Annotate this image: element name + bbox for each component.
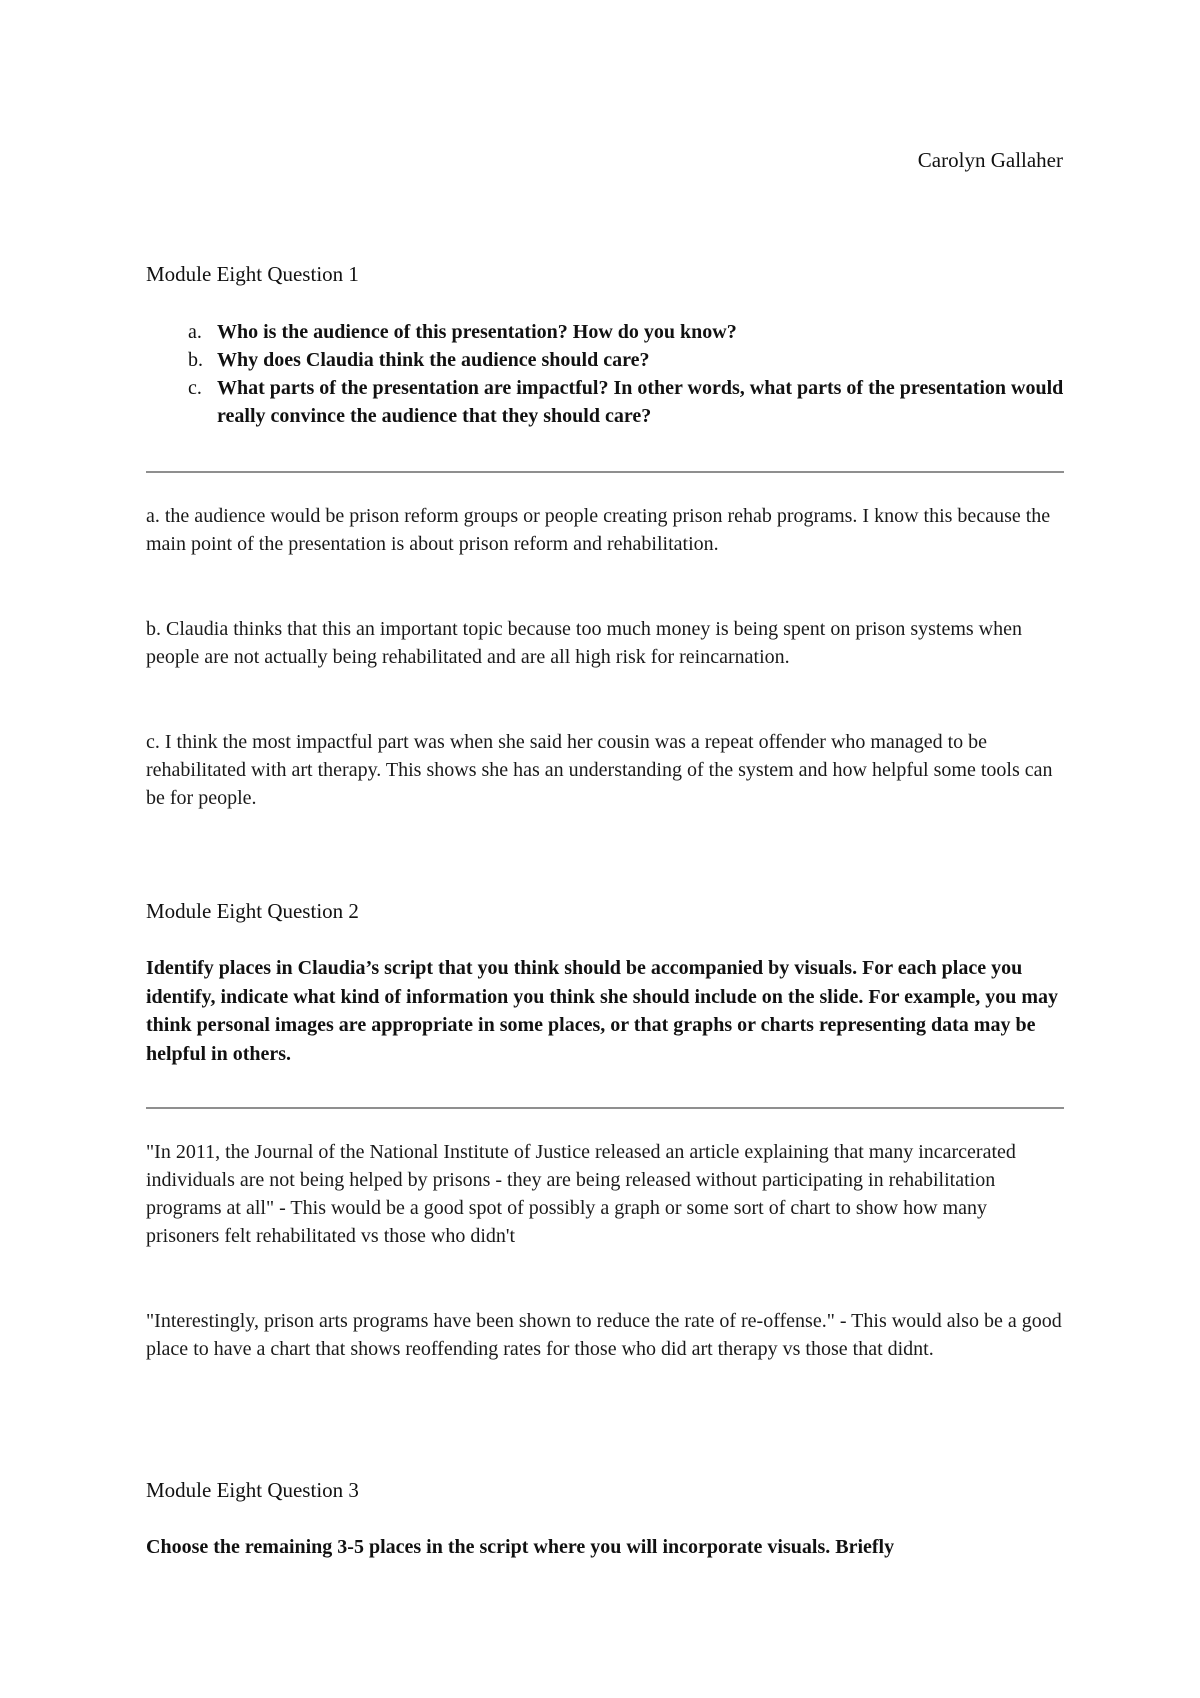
- q2-prompt: Identify places in Claudia’s script that you think should be accompanied by visuals. For each place you identify, indicate what kind of information you think she should include on the slide. For example, you may think personal images are appropriate in some places, or that graphs or charts representing data may be helpful in others.: [146, 957, 1058, 1065]
- list-marker: a.: [188, 321, 202, 343]
- q1-question-item: [146, 318, 1064, 346]
- question-text: Who is the audience of this presentation? How do you know?: [217, 321, 737, 343]
- q2-answer-1: "In 2011, the Journal of the National Institute of Justice released an article explaining that many incarcerated individuals are not being helped by prisons - they are being released without participating in rehabilitation programs at all" - This would be a good spot of possibly a graph or some sort of chart to show how many prisoners felt rehabilitated vs those who didn't: [146, 1141, 1016, 1247]
- q1-answer-a: a. the audience would be prison reform groups or people creating prison rehab programs. I know this because the main point of the presentation is about prison reform and rehabilitation.: [146, 505, 1051, 555]
- q3-heading: Module Eight Question 3: [146, 1478, 359, 1502]
- question-text: Why does Claudia think the audience should care?: [217, 349, 650, 371]
- q1-heading: Module Eight Question 1: [146, 262, 359, 286]
- q2-heading: Module Eight Question 2: [146, 899, 359, 923]
- q1-answer-c: c. I think the most impactful part was when she said her cousin was a repeat offender who managed to be rehabilitated with art therapy. This shows she has an understanding of the system and how helpful some tools can be for people.: [146, 731, 1053, 809]
- divider: [146, 471, 1064, 473]
- q1-question-list: [146, 318, 1064, 430]
- q3-prompt: Choose the remaining 3-5 places in the script where you will incorporate visuals. Briefly: [146, 1536, 895, 1558]
- list-marker: c.: [188, 377, 202, 399]
- q1-answer-b: b. Claudia thinks that this an important topic because too much money is being spent on prison systems when people are not actually being rehabilitated and are all high risk for reincarnation.: [146, 618, 1022, 668]
- q1-question-item: [146, 346, 1064, 374]
- q1-question-item: [146, 374, 1064, 430]
- author-name: Carolyn Gallaher: [917, 148, 1063, 172]
- list-marker: b.: [188, 349, 203, 371]
- divider: [146, 1107, 1064, 1109]
- question-text: What parts of the presentation are impactful? In other words, what parts of the presentation would really convince the audience that they should care?: [217, 377, 1064, 427]
- q2-answer-2: "Interestingly, prison arts programs have been shown to reduce the rate of re-offense." - This would also be a good place to have a chart that shows reoffending rates for those who did art therapy vs those that didnt.: [146, 1310, 1062, 1360]
